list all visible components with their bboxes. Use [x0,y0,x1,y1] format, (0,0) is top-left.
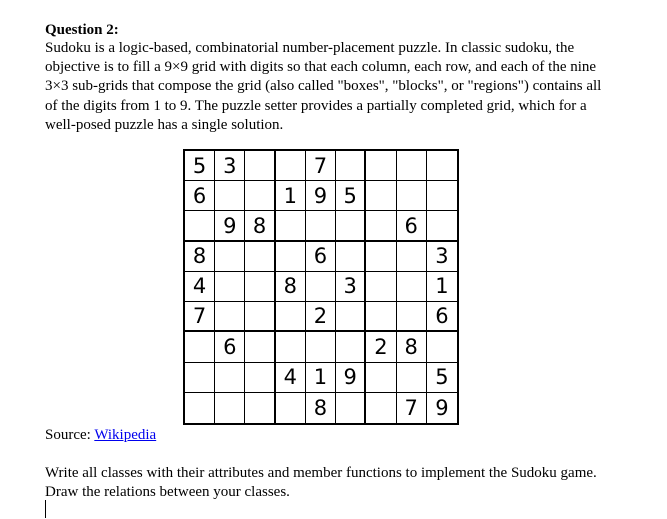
sudoku-cell: 9 [435,395,449,420]
sudoku-cell [366,151,396,181]
sudoku-cell: 1 [276,181,306,211]
sudoku-cell: 7 [306,151,336,181]
sudoku-cell: 5 [336,181,366,211]
sudoku-cell: 3 [336,272,366,302]
sudoku-cell [245,181,275,211]
sudoku-cell: 2 [366,332,396,362]
sudoku-cell [366,363,396,393]
sudoku-cell [336,211,366,241]
sudoku-cell [245,363,275,393]
sudoku-cell: 6 [306,242,336,272]
sudoku-cell [427,181,457,211]
sudoku-cell [306,332,336,362]
sudoku-cell [276,151,306,181]
sudoku-cell: 9 [336,363,366,393]
sudoku-cell [366,181,396,211]
sudoku-cell: 8 [245,211,275,241]
sudoku-cell [397,242,427,272]
sudoku-cell [427,151,457,181]
sudoku-cell [215,393,245,423]
sudoku-cell: 6 [185,181,215,211]
sudoku-cell [245,393,275,423]
sudoku-cell [427,211,457,241]
sudoku-cell [366,272,396,302]
text-cursor [45,500,46,518]
sudoku-cell: 8 [276,272,306,302]
source-line [45,426,156,445]
sudoku-cell [245,242,275,272]
sudoku-cell: 5 [185,151,215,181]
sudoku-cell [397,302,427,332]
sudoku-cell [366,242,396,272]
sudoku-cell [366,393,396,423]
sudoku-cell [215,242,245,272]
sudoku-cell [185,332,215,362]
sudoku-cell [276,332,306,362]
sudoku-cell [306,211,336,241]
sudoku-cell [245,151,275,181]
sudoku-cell: 3 [215,151,245,181]
sudoku-cell [245,332,275,362]
sudoku-cell: 2 [306,302,336,332]
sudoku-cell [397,181,427,211]
sudoku-cell: 5 [427,363,457,393]
sudoku-cell: 4 [276,363,306,393]
sudoku-cell [245,272,275,302]
sudoku-cell: 9 [215,211,245,241]
sudoku-cell: 4 [185,272,215,302]
question-heading: Question 2: [45,22,119,38]
sudoku-cell: 6 [397,211,427,241]
sudoku-cell [397,151,427,181]
sudoku-cell [185,363,215,393]
sudoku-cell [336,393,366,423]
task-text: Write all classes with their attributes and member functions to implement the Sudoku game. Draw the relations between your classes. [45,465,597,500]
sudoku-cell [366,211,396,241]
sudoku-cell [336,242,366,272]
question-paragraph: Sudoku is a logic-based, combinatorial number-placement puzzle. In classic sudoku, the objective is to fill a 9×9 grid with digits so that each column, each row, and each of the nine 3×3 sub-grids that compose the grid (also called "boxes", "blocks", or "regions") contains all of the digits from 1 to 9. The puzzle setter provides a partially completed grid, which for a well-posed puzzle has a single solution. [45,40,602,133]
sudoku-cell [336,151,366,181]
sudoku-cell [215,302,245,332]
sudoku-cell [366,302,396,332]
sudoku-cell [397,272,427,302]
sudoku-cell: 8 [306,393,336,423]
sudoku-cell [185,211,215,241]
sudoku-cell: 8 [185,242,215,272]
wikipedia-link[interactable]: Wikipedia [94,427,157,443]
sudoku-cell [336,302,366,332]
sudoku-cell [245,302,275,332]
sudoku-cell [306,272,336,302]
sudoku-cell: 8 [397,332,427,362]
sudoku-cell [215,181,245,211]
sudoku-cell: 9 [306,181,336,211]
sudoku-cell: 7 [397,393,427,423]
sudoku-cell: 3 [427,242,457,272]
sudoku-cell [276,393,306,423]
sudoku-cell [215,272,245,302]
sudoku-cell [397,363,427,393]
sudoku-cell [276,242,306,272]
sudoku-cell [336,332,366,362]
source-label: Source: [45,427,95,443]
sudoku-grid [183,149,459,425]
sudoku-cell [276,302,306,332]
sudoku-cell [215,363,245,393]
sudoku-cell: 1 [306,363,336,393]
sudoku-cell: 6 [215,332,245,362]
sudoku-cell: 7 [185,302,215,332]
sudoku-cell: 6 [427,302,457,332]
sudoku-cell [276,211,306,241]
sudoku-cell [185,393,215,423]
sudoku-cell: 1 [427,272,457,302]
sudoku-cell [427,332,457,362]
